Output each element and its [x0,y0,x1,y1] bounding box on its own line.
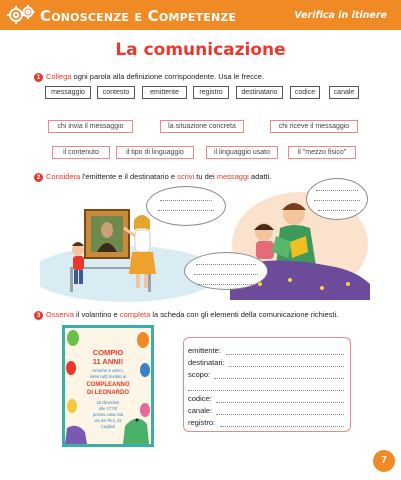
instruction-text: adatti. [248,172,272,181]
form-label-canale: canale: [188,406,213,415]
page-title: La comunicazione [115,40,286,60]
flyer-text: presso casa mia [92,412,124,417]
form-answer-line[interactable] [226,354,344,355]
definition-box[interactable]: il tipo di linguaggio [116,146,194,159]
exercise-1-instruction [34,72,264,82]
definition-box[interactable]: il "mezzo fisico" [288,146,356,159]
word-box-registro[interactable]: registro [193,86,229,99]
gears-icon [6,3,36,27]
writing-line[interactable] [318,210,356,211]
writing-line[interactable] [314,200,360,201]
form-answer-line[interactable] [214,378,344,379]
word-box-codice[interactable]: codice [290,86,320,99]
instruction-text: tu dei [194,172,217,181]
header-subtitle: Verifica in itinere [294,10,387,21]
instruction-text: il volantino e [73,310,120,319]
word-box-destinatario[interactable]: destinatario [236,86,283,99]
instruction-verb: completa [119,310,151,319]
form-answer-line[interactable] [188,390,344,391]
form-label-codice: codice: [188,394,212,403]
flyer-text: via dei Pini, 32 [94,418,122,423]
speech-bubble [306,178,368,220]
word-box-canale[interactable]: canale [329,86,359,99]
instruction-verb: Osserva [46,310,74,319]
instruction-keyword: messaggi [216,172,249,181]
writing-line[interactable] [194,274,258,275]
word-box-emittente[interactable]: emittente [142,86,187,99]
word-box-messaggio[interactable]: messaggio [45,86,91,99]
flyer-event: DI LEONARDO [87,390,129,396]
form-label-destinatari: destinatari: [188,358,225,367]
page-number: 7 [373,450,395,472]
flyer-text: Amiche e amici, [92,368,124,373]
exercise-number: 1 [34,73,43,82]
birthday-flyer [62,325,154,447]
flyer-text: 15 dicembre [96,400,120,405]
instruction-verb: Considera [46,172,81,181]
form-label-scopo: scopo: [188,370,211,379]
word-box-contesto[interactable]: contesto [97,86,135,99]
communication-form [183,337,351,432]
flyer-headline: COMPIO [92,348,124,357]
exercise-3-instruction [34,310,338,320]
writing-line[interactable] [196,264,256,265]
definition-box[interactable]: il contenuto [52,146,110,159]
flyer-event: COMPLEANNO [86,382,130,388]
instruction-text: ogni parola alla definizione corrispondente. Usa le frecce. [71,72,265,81]
instruction-verb: scrivi [177,172,195,181]
flyer-text: siete tutti invitati al [89,374,127,379]
definition-box[interactable]: chi riceve il messaggio [270,120,358,133]
writing-line[interactable] [160,200,212,201]
writing-line[interactable] [158,210,214,211]
flyer-text: Cagliari [100,424,116,429]
flyer-headline: 11 ANNI! [92,357,124,366]
writing-line[interactable] [198,284,254,285]
instruction-verb: Collega [46,72,72,81]
form-answer-line[interactable] [216,414,344,415]
instruction-text: l'emittente e il destinatario e [80,172,178,181]
exercise-number: 3 [34,311,43,320]
definition-box[interactable]: chi invia il messaggio [48,120,133,133]
exercise-number: 2 [34,173,43,182]
definition-box[interactable]: la situazione concreta [160,120,244,133]
definition-box[interactable]: il linguaggio usato [206,146,278,159]
exercise-2-instruction [34,172,271,182]
header-title: Conoscenze e Competenze [40,7,237,25]
form-label-emittente: emittente: [188,346,221,355]
instruction-text: la scheda con gli elementi della comunicazione richiesti. [150,310,339,319]
form-answer-line[interactable] [216,402,344,403]
flyer-text: alle 17:00 [98,406,118,411]
speech-bubble [146,186,226,226]
form-label-registro: registro: [188,418,216,427]
header-bar [0,0,401,30]
form-answer-line[interactable] [220,426,344,427]
form-answer-line[interactable] [229,366,344,367]
writing-line[interactable] [316,190,358,191]
